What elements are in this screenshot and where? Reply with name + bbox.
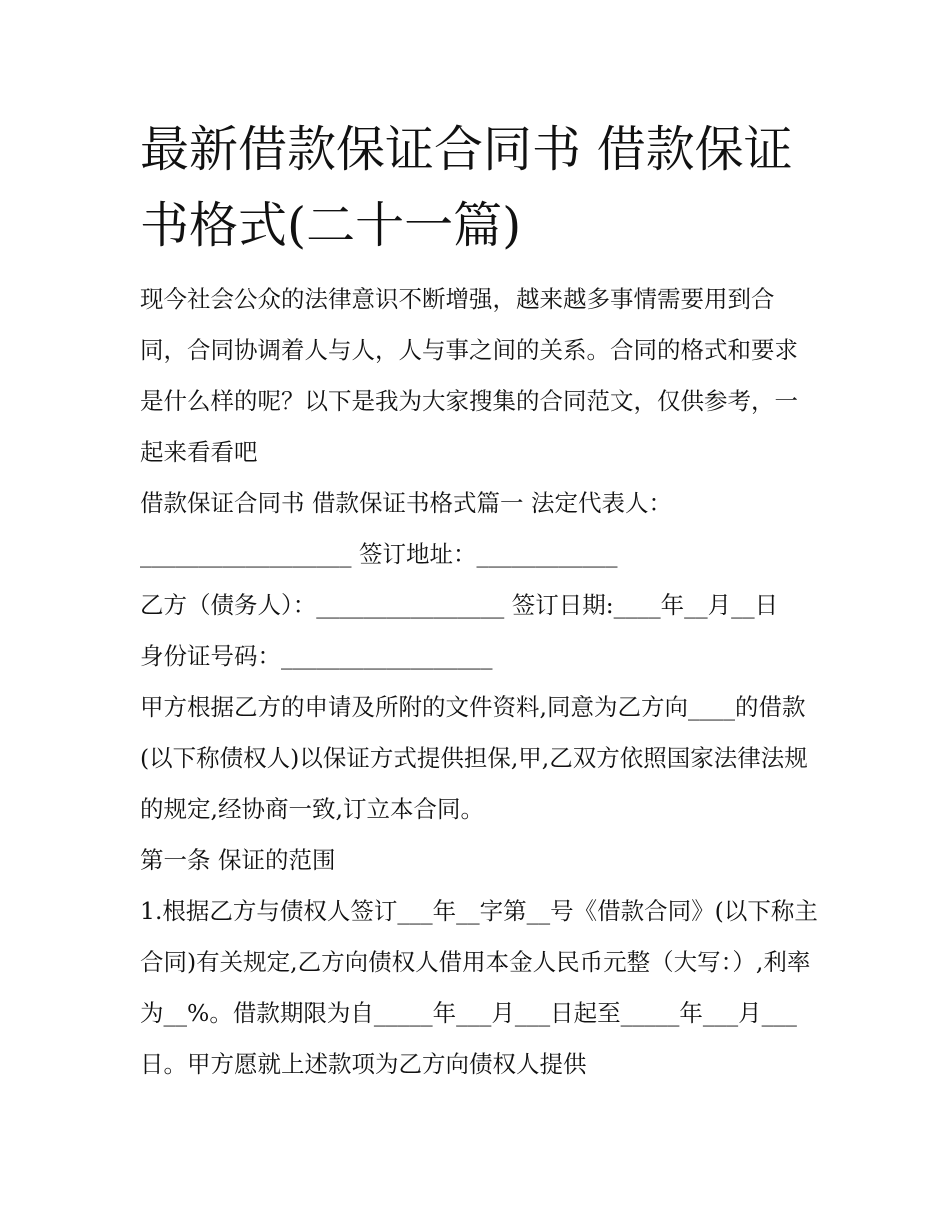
document-page [140,112,820,1090]
id-number-line: 身份证号码：__________________ [140,642,493,670]
article-one-heading: 第一条 保证的范围 [140,846,336,874]
guarantee-paragraph: 甲方根据乙方的申请及所附的文件资料,同意为乙方向____的借款(以下称债权人)以保证方式提供担保,甲,乙双方依照国家法律法规的规定,经协商一致,订立本合同。 [140,693,808,823]
article-one-paragraph: 1.根据乙方与债权人签订___年__字第__号《借款合同》(以下称主合同)有关规定,乙方向债权人借用本金人民币元整（大写：）,利率为__%。借款期限为自_____年___月___日起至_____年___月___日。甲方愿就上述款项为乙方向债权人提供 [140,897,818,1078]
intro-paragraph: 现今社会公众的法律意识不断增强，越来越多事情需要用到合同，合同协调着人与人，人与事之间的关系。合同的格式和要求是什么样的呢？以下是我为大家搜集的合同范文，仅供参考，一起来看看吧 [140,285,798,466]
document-title: 最新借款保证合同书 借款保证书格式(二十一篇) [140,121,793,254]
party-b-line: 乙方（债务人）：________________ 签订日期:____年__月__日 [140,591,779,619]
contract-heading-line: 借款保证合同书 借款保证书格式篇一 法定代表人： [140,489,672,517]
sign-address-line: __________________ 签订地址：____________ [140,540,618,568]
